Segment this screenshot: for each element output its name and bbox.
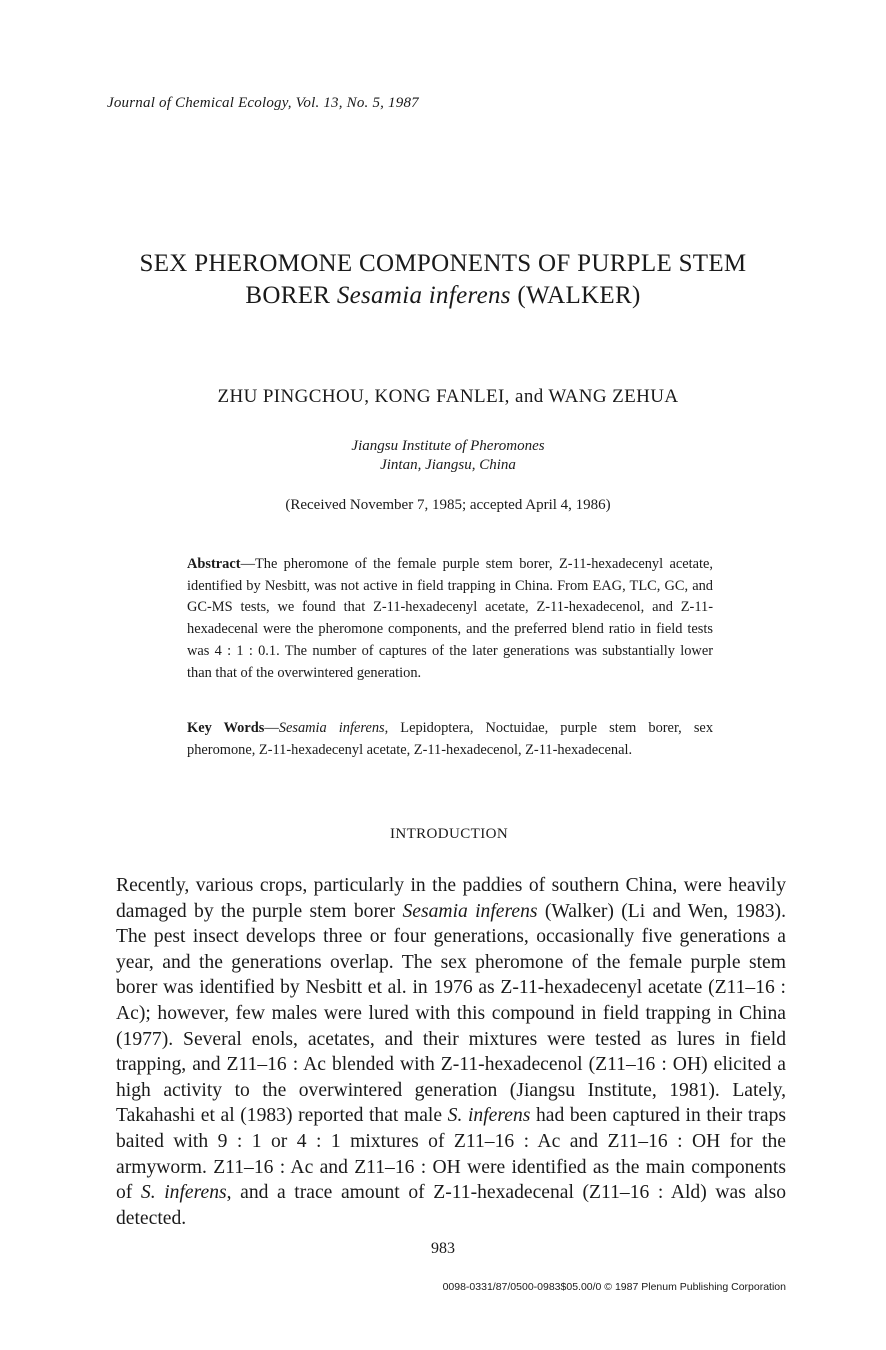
- abstract-text: —The pheromone of the female purple stem borer, Z-11-hexadecenyl acetate, identified by Nesbitt, was not active in field trapping in China. From EAG, TLC, GC, and GC-MS tests, we found that Z-11-hexadecenyl acetate, Z-11-hexadecenol, and Z-11-hexadecenal were the pheromone components, and the preferred blend ratio in field tests was 4 : 1 : 0.1. The number of captures of the later generations was substantially lower than that of the overwintered generation.: [187, 556, 713, 681]
- section-heading-introduction: INTRODUCTION: [389, 826, 509, 842]
- keywords-dash: —: [264, 720, 279, 736]
- intro-text-3: had been captured in their traps baited with 9 : 1 or 4 : 1 mixtures of Z11–16 : Ac and Z11–16 : OH for the armyworm. Z11–16 : Ac and Z11–16 : OH were identified as the main components of: [116, 1105, 786, 1204]
- keywords-text: , Lepidoptera, Noctuidae, purple stem borer, sex pheromone, Z-11-hexadecenyl acetate, Z-11-hexadecenol, Z-11-hexadecenal.: [187, 720, 714, 758]
- intro-text-2: (Walker) (Li and Wen, 1983). The pest insect develops three or four generations, occasionally five generations a year, and the generations overlap. The sex pheromone of the female purple stem borer was identified by Nesbitt et al. in 1976 as Z-11-hexadecenyl acetate (Z11–16 : Ac); however, few males were lured with this compound in field trapping in China (1977). Several enols, acetates, and their mixtures were tested as lures in field trapping, and Z11–16 : Ac blended with Z-11-hexadecenol (Z11–16 : OH) elicited a high activity to the overwintered generation (Jiangsu Institute, 1981). Lately, Takahashi et al (1983) reported that male: [116, 900, 786, 1127]
- affiliation-location: Jintan, Jiangsu, China: [380, 457, 516, 473]
- title-line-1: SEX PHEROMONE COMPONENTS OF PURPLE STEM: [139, 250, 747, 277]
- abstract-label: Abstract: [187, 556, 241, 572]
- title-line-2: [0, 280, 886, 312]
- author-list: ZHU PINGCHOU, KONG FANLEI, and WANG ZEHUA: [217, 386, 679, 407]
- affiliation-institute: Jiangsu Institute of Pheromones: [351, 438, 545, 454]
- title-species: Sesamia inferens: [336, 282, 511, 309]
- intro-text-4: , and a trace amount of Z-11-hexadecenal (Z11–16 : Ald) was also detected.: [116, 1182, 786, 1229]
- received-dates: (Received November 7, 1985; accepted April 4, 1986): [285, 497, 611, 513]
- abstract: [187, 554, 713, 684]
- intro-species-2: S. inferens: [447, 1105, 531, 1127]
- keywords-label: Key Words: [187, 720, 265, 736]
- intro-species-1: Sesamia inferens: [402, 900, 538, 922]
- keywords-species: Sesamia inferens: [278, 720, 385, 736]
- title-line-2-prefix: BORER: [245, 282, 337, 309]
- affiliation: [0, 437, 886, 475]
- journal-reference: Journal of Chemical Ecology, Vol. 13, No. 5, 1987: [107, 95, 419, 111]
- intro-species-3: S. inferens: [140, 1182, 227, 1204]
- introduction-paragraph: [116, 873, 786, 1231]
- copyright-line: 0098-0331/87/0500-0983$05.00/0 © 1987 Plenum Publishing Corporation: [442, 1281, 786, 1293]
- title-line-2-suffix: (WALKER): [510, 282, 641, 309]
- intro-text-1: Recently, various crops, particularly in the paddies of southern China, were heavily damaged by the purple stem borer: [116, 875, 786, 922]
- page-number: 983: [431, 1240, 455, 1257]
- keywords: [187, 718, 713, 761]
- paper-title: [0, 248, 886, 312]
